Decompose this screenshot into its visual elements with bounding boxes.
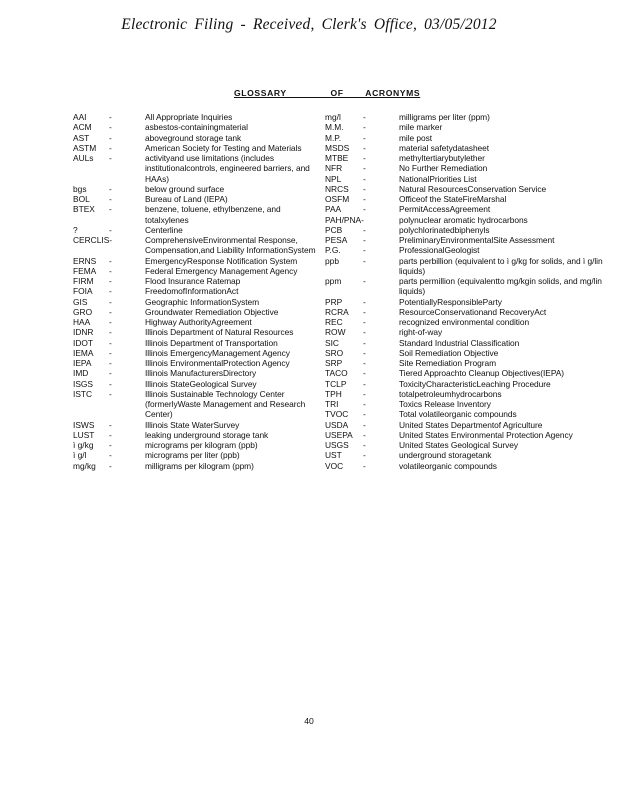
acronym: UST [325, 450, 342, 461]
definition: American Society for Testing and Materials [145, 142, 302, 153]
glossary-entry [325, 389, 618, 399]
acronym: NFR [325, 163, 343, 174]
acronym: ROW [325, 327, 346, 338]
glossary-entry [73, 276, 317, 286]
separator-dash: - [363, 429, 366, 440]
separator-dash: - [109, 132, 112, 143]
acronym: SRP [325, 358, 343, 368]
acronym: mg/l [325, 112, 341, 122]
glossary-entry [325, 184, 618, 194]
definition: benzene, toluene, ethylbenzene, and totalxylenes [145, 204, 281, 225]
definition: Officeof the StateFireMarshal [399, 194, 507, 204]
definition: Bureau of Land (IEPA) [145, 194, 228, 204]
definition: mile post [399, 132, 433, 143]
definition: Soil Remediation Objective [399, 347, 499, 358]
acronym: BOL [73, 194, 90, 204]
glossary-entry [73, 266, 317, 276]
glossary-entry [73, 204, 317, 225]
definition: NationalPriorities List [399, 173, 477, 184]
acronym: GIS [73, 296, 88, 307]
definition: Centerline [145, 224, 183, 235]
glossary-entry [325, 163, 618, 173]
page-title: GLOSSARY OF ACRONYMS [234, 88, 421, 98]
separator-dash: - [363, 224, 366, 235]
acronym: ASTM [73, 142, 97, 153]
definition: asbestos-containingmaterial [145, 122, 248, 133]
definition: milligrams per kilogram (ppm) [145, 460, 254, 471]
definition: No Further Remediation [399, 163, 488, 174]
separator-dash: - [363, 440, 366, 450]
definition: mile marker [399, 122, 443, 133]
separator-dash: - [109, 419, 112, 430]
separator-dash: - [109, 112, 112, 122]
definition: right-of-way [399, 327, 443, 338]
definition: United States Geological Survey [399, 440, 519, 450]
glossary-entry [325, 256, 618, 277]
separator-dash: - [363, 163, 366, 174]
acronym: PAA [325, 204, 342, 215]
separator-dash: - [363, 204, 366, 215]
definition: milligrams per liter (ppm) [399, 112, 490, 122]
definition: parts perbillion (equivalent to ì g/kg for solids, and ì g/lin liquids) [399, 255, 603, 276]
glossary-entry [73, 297, 317, 307]
definition: Flood Insurance Ratemap [145, 276, 241, 286]
glossary-entry [325, 368, 618, 378]
definition: Standard Industrial Classification [399, 337, 520, 348]
acronym: IMD [73, 368, 89, 379]
acronym: NRCS [325, 183, 349, 194]
glossary-entry [73, 112, 317, 122]
glossary-entry [325, 450, 618, 460]
definition: Groundwater Remediation Objective [145, 306, 279, 317]
separator-dash: - [363, 194, 366, 204]
acronym: GRO [73, 306, 93, 317]
glossary-entry [73, 256, 317, 266]
glossary-entry [325, 317, 618, 327]
separator-dash: - [363, 142, 366, 153]
acronym: SRO [325, 347, 344, 358]
separator-dash: - [109, 153, 112, 163]
definition: Geographic InformationSystem [145, 296, 260, 307]
acronym: NPL [325, 173, 342, 184]
separator-dash: - [363, 255, 366, 266]
separator-dash: - [109, 142, 112, 153]
separator-dash: - [109, 460, 112, 471]
glossary-entry [325, 297, 618, 307]
definition: United States Environmental Protection Agency [399, 429, 573, 440]
separator-dash: - [109, 429, 112, 440]
glossary-entry [325, 235, 618, 245]
separator-dash: - [109, 183, 112, 194]
glossary-entry [325, 174, 618, 184]
glossary-entry [325, 420, 618, 430]
separator-dash: - [109, 276, 112, 286]
definition: Illinois EmergencyManagement Agency [145, 347, 290, 358]
acronym: PESA [325, 235, 348, 245]
definition: Illinois State WaterSurvey [145, 419, 240, 430]
definition: aboveground storage tank [145, 132, 242, 143]
separator-dash: - [363, 153, 366, 163]
definition: Tiered Approachto Cleanup Objectives(IEPA) [399, 368, 565, 379]
glossary-entry [73, 327, 317, 337]
acronym: mg/kg [73, 460, 96, 471]
separator-dash: - [109, 450, 112, 461]
acronym: TPH [325, 388, 342, 399]
separator-dash: - [363, 450, 366, 461]
glossary-entry [325, 245, 618, 255]
definition: below ground surface [145, 183, 225, 194]
separator-dash: - [363, 276, 366, 286]
definition: micrograms per kilogram (ppb) [145, 440, 258, 450]
separator-dash: - [109, 255, 112, 266]
definition: PreliminaryEnvironmentalSite Assessment [399, 235, 555, 245]
glossary-entry [325, 225, 618, 235]
acronym: AAI [73, 112, 87, 122]
acronym: USGS [325, 440, 349, 450]
separator-dash: - [363, 409, 366, 420]
definition: United States Departmentof Agriculture [399, 419, 543, 430]
glossary-entry [325, 153, 618, 163]
glossary-entry [73, 194, 317, 204]
acronym: SIC [325, 337, 339, 348]
glossary-entry [325, 215, 618, 225]
acronym: IDOT [73, 337, 94, 348]
glossary-entry [325, 122, 618, 132]
definition: micrograms per liter (ppb) [145, 450, 240, 461]
glossary-entry [325, 327, 618, 337]
separator-dash: - [109, 306, 112, 317]
separator-dash: - [363, 378, 366, 389]
separator-dash: - [363, 122, 366, 133]
definition: volatileorganic compounds [399, 460, 497, 471]
acronym: LUST [73, 429, 95, 440]
acronym: ì g/kg [73, 440, 94, 450]
separator-dash: - [363, 296, 366, 307]
separator-dash: - [109, 194, 112, 204]
definition: totalpetroleumhydrocarbons [399, 388, 502, 399]
definition: PermitAccessAgreement [399, 204, 491, 215]
acronym: USEPA [325, 429, 353, 440]
glossary-entry [325, 338, 618, 348]
glossary-entry [325, 358, 618, 368]
glossary-entry [325, 112, 618, 122]
separator-dash: - [109, 286, 112, 297]
glossary-entry [73, 225, 317, 235]
acronym: BTEX [73, 204, 95, 215]
glossary-entry [73, 430, 317, 440]
glossary-entry [73, 338, 317, 348]
glossary-left-column [73, 112, 317, 471]
separator-dash: - [363, 235, 366, 245]
separator-dash: - [363, 368, 366, 379]
page-number: 40 [304, 716, 314, 726]
separator-dash: - [109, 347, 112, 358]
definition: Total volatileorganic compounds [399, 409, 517, 420]
definition: Site Remediation Program [399, 358, 497, 368]
glossary-entry [325, 348, 618, 358]
separator-dash: - [363, 358, 366, 368]
glossary-entry [73, 379, 317, 389]
definition: FreedomofInformationAct [145, 286, 239, 297]
definition: ComprehensiveEnvironmental Response, Compensation,and Liability InformationSystem [145, 235, 316, 256]
separator-dash: - [109, 358, 112, 368]
definition: EmergencyResponse Notification System [145, 255, 298, 266]
definition: recognized environmental condition [399, 317, 530, 327]
acronym: REC [325, 317, 343, 327]
definition: activityand use limitations (includes institutionalcontrols, engineered barriers, and HAAs) [145, 153, 310, 184]
acronym: CERCLIS- [73, 235, 113, 245]
definition: PotentiallyResponsibleParty [399, 296, 502, 307]
separator-dash: - [109, 224, 112, 235]
acronym: TVOC [325, 409, 349, 420]
glossary-entry [73, 450, 317, 460]
glossary-entry [73, 143, 317, 153]
acronym: M.M. [325, 122, 344, 133]
glossary-entry [73, 235, 317, 256]
glossary-entry [325, 399, 618, 409]
acronym: AULs [73, 153, 94, 163]
glossary-entry [325, 430, 618, 440]
glossary-entry [325, 440, 618, 450]
glossary-entry [73, 368, 317, 378]
acronym: FIRM [73, 276, 94, 286]
definition: underground storagetank [399, 450, 492, 461]
separator-dash: - [363, 112, 366, 122]
glossary-entry [325, 461, 618, 471]
acronym: OSFM [325, 194, 350, 204]
glossary-entry [325, 276, 618, 297]
acronym: FOIA [73, 286, 93, 297]
definition: polychlorinatedbiphenyls [399, 224, 490, 235]
acronym: TRI [325, 399, 339, 409]
glossary-entry [325, 133, 618, 143]
acronym: PAH/PNA- [325, 214, 364, 225]
definition: polynuclear aromatic hydrocarbons [399, 214, 528, 225]
acronym: ISGS [73, 378, 94, 389]
definition: Federal Emergency Management Agency [145, 265, 298, 276]
acronym: bgs [73, 183, 87, 194]
acronym: ERNS [73, 255, 97, 266]
separator-dash: - [109, 378, 112, 389]
glossary-entry [73, 358, 317, 368]
separator-dash: - [363, 245, 366, 256]
separator-dash: - [109, 122, 112, 133]
acronym: ppm [325, 276, 342, 286]
definition: Illinois ManufacturersDirectory [145, 368, 257, 379]
acronym: MTBE [325, 153, 349, 163]
separator-dash: - [363, 460, 366, 471]
separator-dash: - [109, 204, 112, 215]
separator-dash: - [109, 327, 112, 338]
separator-dash: - [109, 337, 112, 348]
separator-dash: - [363, 388, 366, 399]
glossary-entry [325, 307, 618, 317]
definition: All Appropriate Inquiries [145, 112, 233, 122]
acronym: ppb [325, 255, 339, 266]
acronym: IEPA [73, 358, 92, 368]
acronym: USDA [325, 419, 349, 430]
acronym: TCLP [325, 378, 347, 389]
definition: Illinois EnvironmentalProtection Agency [145, 358, 290, 368]
definition: material safetydatasheet [399, 142, 490, 153]
separator-dash: - [363, 419, 366, 430]
glossary-entry [73, 420, 317, 430]
glossary-right-column [325, 112, 618, 471]
acronym: ACM [73, 122, 92, 133]
glossary-entry [325, 194, 618, 204]
acronym: P.G. [325, 245, 341, 256]
acronym: TACO [325, 368, 348, 379]
definition: methyltertiarybutylether [399, 153, 485, 163]
separator-dash: - [109, 317, 112, 327]
acronym: PRP [325, 296, 343, 307]
definition: Highway AuthorityAgreement [145, 317, 252, 327]
separator-dash: - [109, 440, 112, 450]
separator-dash: - [363, 306, 366, 317]
glossary-entry [73, 348, 317, 358]
separator-dash: - [109, 265, 112, 276]
acronym: FEMA [73, 265, 97, 276]
acronym: ISTC [73, 388, 93, 399]
glossary-entry [73, 440, 317, 450]
separator-dash: - [363, 327, 366, 338]
separator-dash: - [109, 388, 112, 399]
glossary-entry [73, 133, 317, 143]
separator-dash: - [363, 317, 366, 327]
definition: Illinois Sustainable Technology Center (formerlyWaste Management and Research Center) [145, 388, 306, 420]
separator-dash: - [363, 173, 366, 184]
acronym: MSDS [325, 142, 350, 153]
acronym: IEMA [73, 347, 94, 358]
separator-dash: - [363, 347, 366, 358]
glossary-entry [73, 307, 317, 317]
acronym: RCRA [325, 306, 349, 317]
separator-dash: - [363, 399, 366, 409]
acronym: ISWS [73, 419, 95, 430]
glossary-entry [325, 143, 618, 153]
glossary-entry [73, 153, 317, 184]
separator-dash: - [109, 296, 112, 307]
acronym: PCB [325, 224, 343, 235]
definition: ResourceConservationand RecoveryAct [399, 306, 547, 317]
glossary-entry [73, 461, 317, 471]
glossary-entry [325, 204, 618, 214]
glossary-entry [73, 389, 317, 420]
acronym: AST [73, 132, 90, 143]
glossary-entry [73, 317, 317, 327]
definition: ProfessionalGeologist [399, 245, 480, 256]
definition: Natural ResourcesConservation Service [399, 183, 547, 194]
separator-dash: - [109, 368, 112, 379]
separator-dash: - [363, 183, 366, 194]
definition: Illinois Department of Natural Resources [145, 327, 294, 338]
acronym: HAA [73, 317, 91, 327]
acronym: M.P. [325, 132, 342, 143]
acronym: ì g/l [73, 450, 87, 461]
glossary-entry [73, 184, 317, 194]
acronym: ? [73, 224, 78, 235]
separator-dash: - [363, 337, 366, 348]
glossary-entry [73, 122, 317, 132]
definition: Illinois StateGeological Survey [145, 378, 257, 389]
filing-stamp-header: Electronic Filing - Received, Clerk's Office, 03/05/2012 [121, 16, 497, 33]
definition: leaking underground storage tank [145, 429, 269, 440]
acronym: VOC [325, 460, 344, 471]
glossary-entry [325, 379, 618, 389]
separator-dash: - [363, 132, 366, 143]
definition: parts permillion (equivalentto mg/kgin solids, and mg/lin liquids) [399, 276, 602, 297]
definition: Illinois Department of Transportation [145, 337, 278, 348]
glossary-entry [73, 286, 317, 296]
definition: Toxics Release Inventory [399, 399, 491, 409]
glossary-entry [325, 409, 618, 419]
acronym: IDNR [73, 327, 94, 338]
definition: ToxicityCharacteristicLeaching Procedure [399, 378, 551, 389]
